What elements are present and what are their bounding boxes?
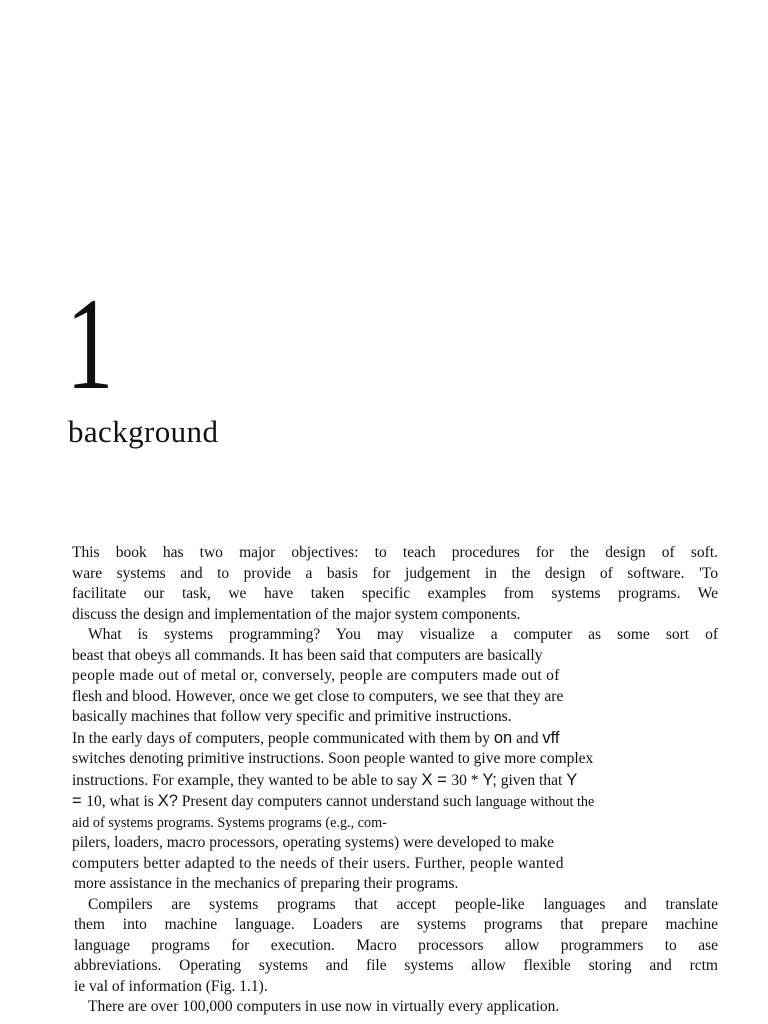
text-segment: instructions. For example, they wanted to be able to say <box>72 771 422 789</box>
text-segment-small: language without the <box>475 794 595 810</box>
paragraph-3-line-1 <box>72 728 718 750</box>
chapter-title: background <box>68 414 219 449</box>
paragraph-1-line-3: facilitate our task, we have taken specific examples from systems programs. We <box>72 585 718 602</box>
formula-x-question: X? <box>157 792 178 810</box>
paragraph-2-line-4: flesh and blood. However, once we get close to computers, we see that they are <box>72 687 564 705</box>
paragraph-3-line-3 <box>72 770 718 792</box>
paragraph-4-line-1: Compilers are systems programs that accept people-like languages and translate <box>88 895 718 913</box>
paragraph-2-line-2: beast that obeys all commands. It has been said that computers are basically <box>72 646 543 664</box>
paragraph-3-line-7: computers better adapted to the needs of their users. Further, people wanted <box>72 854 564 872</box>
paragraph-3-line-6: pilers, loaders, macro processors, operating systems) were developed to make <box>72 834 555 851</box>
paragraph-1-line-2: ware systems and to provide a basis for judgement in the design of software. 'To <box>72 564 718 582</box>
paragraph-3-line-2: switches denoting primitive instructions. Soon people wanted to give more complex <box>72 750 594 767</box>
paragraph-4-line-2: them into machine language. Loaders are systems programs that prepare machine <box>74 916 718 933</box>
paragraph-1-line-4: discuss the design and implementation of the major system components. <box>72 605 521 623</box>
paragraph-2-line-5: basically machines that follow very specific and primitive instructions. <box>72 708 512 725</box>
paragraph-1-line-1: This book has two major objectives: to teach procedures for the design of soft. <box>72 544 718 561</box>
equals-sign: = <box>72 792 87 810</box>
formula-y-var: Y <box>566 770 578 789</box>
text-segment: given that <box>496 771 567 789</box>
body-text <box>72 543 718 1018</box>
paragraph-4-line-4: abbreviations. Operating systems and file systems allow flexible storing and rctm <box>74 957 718 974</box>
text-segment-on: on <box>493 728 513 747</box>
text-segment: 10, what is <box>86 793 158 810</box>
paragraph-4-line-5: ie val of information (Fig. 1.1). <box>74 977 268 995</box>
text-segment: In the early days of computers, people communicated with them by <box>72 729 494 747</box>
formula-value: 30 * <box>451 771 483 789</box>
chapter-number: 1 <box>66 270 113 417</box>
paragraph-2-line-3: people made out of metal or, conversely, people are computers made out of <box>72 667 560 684</box>
paragraph-2-line-1: What is systems programming? You may visualize a computer as some sort of <box>88 626 718 643</box>
text-segment: and <box>512 729 543 747</box>
formula-x: X = <box>421 770 452 789</box>
paragraph-5-line-1: There are over 100,000 computers in use now in virtually every application. <box>88 998 560 1015</box>
paragraph-3-line-8: more assistance in the mechanics of preparing their programs. <box>74 875 459 892</box>
text-segment: Present day computers cannot understand such <box>177 793 476 810</box>
formula-y: Y; <box>482 770 497 789</box>
text-segment-vff: vff <box>542 728 560 747</box>
paragraph-3-line-5: aid of systems programs. Systems programs (e.g., com- <box>72 814 387 831</box>
paragraph-4-line-3: language programs for execution. Macro processors allow programmers to ase <box>74 936 718 954</box>
paragraph-3-line-4 <box>72 791 718 813</box>
